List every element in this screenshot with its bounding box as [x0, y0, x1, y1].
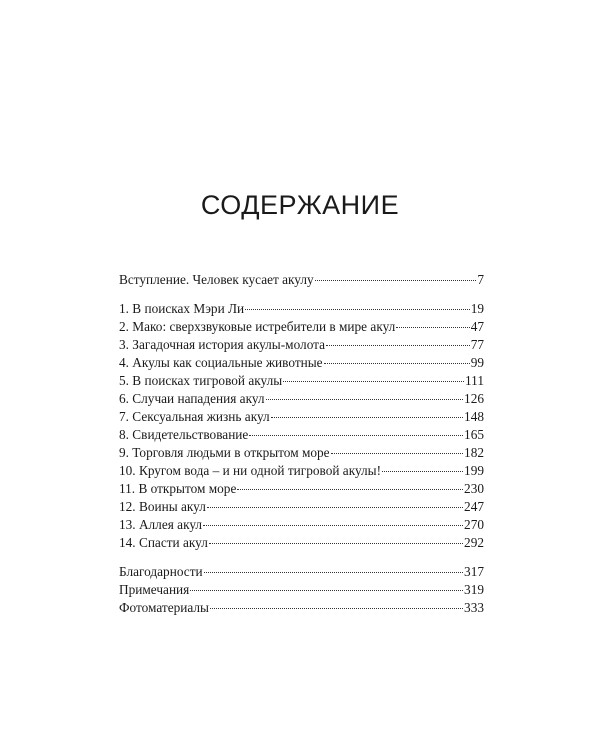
toc-entry-label: 1. В поисках Мэри Ли	[119, 301, 245, 316]
toc-entry-page: 7	[477, 272, 484, 287]
toc-entry-page: 165	[464, 427, 484, 442]
toc-entry-page: 111	[465, 373, 484, 388]
dot-leader	[324, 362, 470, 364]
page-title: СОДЕРЖАНИЕ	[200, 190, 400, 220]
dot-leader	[326, 344, 470, 346]
toc-entry	[119, 462, 484, 480]
toc-entry-page: 230	[464, 481, 484, 496]
toc-entry-label: 13. Аллея акул	[119, 517, 203, 532]
dot-leader	[331, 452, 463, 454]
toc-entry	[119, 372, 484, 390]
toc-entry	[119, 426, 484, 444]
dot-leader	[271, 416, 463, 418]
toc-entry-label: 8. Свидетельствование	[119, 427, 249, 442]
toc-entry-label: 5. В поисках тигровой акулы	[119, 373, 283, 388]
dot-leader	[315, 279, 477, 281]
toc-entry	[119, 271, 484, 289]
toc-entry	[119, 516, 484, 534]
toc-entry-label: Вступление. Человек кусает акулу	[119, 272, 314, 287]
dot-leader	[249, 434, 463, 436]
toc-entry-page: 199	[464, 463, 484, 478]
dot-leader	[204, 571, 463, 573]
toc-entry-label: 9. Торговля людьми в открытом море	[119, 445, 330, 460]
toc-entry	[119, 390, 484, 408]
toc-entry-label: 2. Мако: сверхзвуковые истребители в мире акул	[119, 319, 396, 334]
toc-group	[119, 271, 484, 289]
dot-leader	[396, 326, 469, 328]
toc-entry-label: Благодарности	[119, 564, 203, 579]
toc-entry	[119, 480, 484, 498]
toc-entry-label: 14. Спасти акул	[119, 535, 208, 550]
dot-leader	[210, 607, 463, 609]
toc-entry	[119, 300, 484, 318]
dot-leader	[283, 380, 464, 382]
toc-entry-page: 77	[470, 337, 484, 352]
toc-entry-page: 47	[470, 319, 484, 334]
toc-entry-label: 12. Воины акул	[119, 499, 206, 514]
toc-entry	[119, 563, 484, 581]
dot-leader	[245, 308, 470, 310]
dot-leader	[207, 506, 463, 508]
toc-entry-page: 292	[464, 535, 484, 550]
toc-entry-label: 7. Сексуальная жизнь акул	[119, 409, 270, 424]
toc-entry-label: 6. Случаи нападения акул	[119, 391, 265, 406]
toc-entry-page: 333	[464, 600, 484, 615]
toc-entry-label: 4. Акулы как социальные животные	[119, 355, 323, 370]
dot-leader	[203, 524, 463, 526]
dot-leader	[209, 542, 463, 544]
toc-entry-page: 19	[470, 301, 484, 316]
toc-group	[119, 300, 484, 552]
toc-entry	[119, 498, 484, 516]
toc-entry-label: Примечания	[119, 582, 190, 597]
dot-leader	[190, 589, 463, 591]
toc-entry-page: 270	[464, 517, 484, 532]
toc-entry	[119, 318, 484, 336]
toc-entry-page: 182	[464, 445, 484, 460]
dot-leader	[382, 470, 463, 472]
toc-entry	[119, 354, 484, 372]
toc-entry-page: 148	[464, 409, 484, 424]
toc-entry-page: 247	[464, 499, 484, 514]
toc-entry-label: 3. Загадочная история акулы-молота	[119, 337, 326, 352]
toc-entry-page: 99	[470, 355, 484, 370]
toc-entry-page: 317	[464, 564, 484, 579]
toc-entry	[119, 534, 484, 552]
toc-entry	[119, 599, 484, 617]
toc-entry-label: 10. Кругом вода – и ни одной тигровой акулы!	[119, 463, 382, 478]
toc-entry-label: 11. В открытом море	[119, 481, 237, 496]
toc-entry	[119, 444, 484, 462]
toc-entry-page: 319	[464, 582, 484, 597]
toc-entry	[119, 336, 484, 354]
toc-entry-page: 126	[464, 391, 484, 406]
table-of-contents	[119, 271, 484, 617]
toc-group	[119, 563, 484, 617]
dot-leader	[237, 488, 463, 490]
toc-entry	[119, 408, 484, 426]
toc-entry	[119, 581, 484, 599]
dot-leader	[266, 398, 463, 400]
toc-entry-label: Фотоматериалы	[119, 600, 209, 615]
